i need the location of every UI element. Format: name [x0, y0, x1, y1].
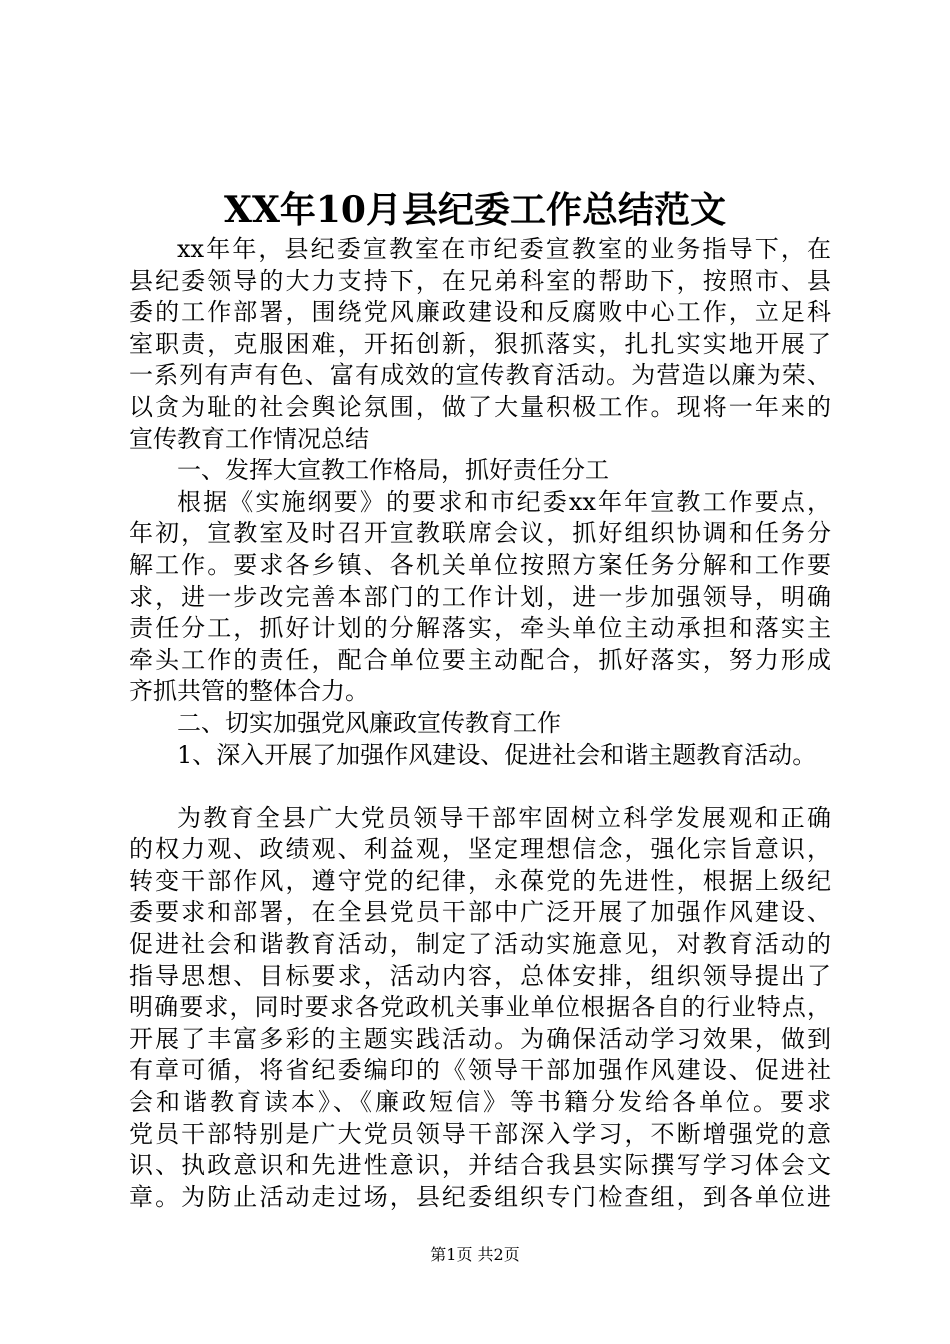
text-line: 会和谐教育读本》、《廉政短信》等书籍分发给各单位。要求 — [129, 1088, 831, 1117]
text-line: 有章可循，将省纪委编印的《领导干部加强作风建设、促进社 — [129, 1056, 831, 1085]
text-line: 责任分工，抓好计划的分解落实，牵头单位主动承担和落实主 — [129, 614, 831, 643]
text-line: 委要求和部署，在全县党员干部中广泛开展了加强作风建设、 — [129, 898, 831, 927]
section-heading: 二、切实加强党风廉政宣传教育工作 — [177, 708, 561, 737]
paragraph-gap — [129, 771, 831, 803]
text-line: 牵头工作的责任，配合单位要主动配合，抓好落实，努力形成 — [129, 645, 831, 674]
text-line: 的权力观、政绩观、利益观，坚定理想信念，强化宗旨意识， — [129, 835, 831, 864]
document-body — [129, 234, 831, 1213]
text-line: 委的工作部署，围绕党风廉政建设和反腐败中心工作，立足科 — [129, 298, 831, 327]
text-line: 室职责，克服困难，开拓创新，狠抓落实，扎扎实实地开展了 — [129, 329, 831, 358]
text-line: 为教育全县广大党员领导干部牢固树立科学发展观和正确 — [177, 803, 831, 832]
text-line: 指导思想、目标要求，活动内容，总体安排，组织领导提出了 — [129, 961, 831, 990]
text-line: 章。为防止活动走过场，县纪委组织专门检查组，到各单位进 — [129, 1182, 831, 1211]
text-line: 年初，宣教室及时召开宣教联席会议，抓好组织协调和任务分 — [129, 519, 831, 548]
text-line: xx年年，县纪委宣教室在市纪委宣教室的业务指导下，在 — [177, 235, 831, 263]
text-line: 县纪委领导的大力支持下，在兄弟科室的帮助下，按照市、县 — [129, 266, 831, 295]
text-line: 识、执政意识和先进性意识，并结合我县实际撰写学习体会文 — [129, 1151, 831, 1180]
text-line: 宣传教育工作情况总结 — [129, 424, 369, 453]
text-line: 解工作。要求各乡镇、各机关单位按照方案任务分解和工作要 — [129, 550, 831, 579]
text-line: 促进社会和谐教育活动，制定了活动实施意见，对教育活动的 — [129, 930, 831, 959]
document-title: XX年10月县纪委工作总结范文 — [224, 189, 726, 231]
subsection-heading: 1、深入开展了加强作风建设、促进社会和谐主题教育活动。 — [177, 740, 817, 769]
text-line: 齐抓共管的整体合力。 — [129, 677, 369, 706]
text-line: 求，进一步改完善本部门的工作计划，进一步加强领导，明确 — [129, 582, 831, 611]
text-line: 根据《实施纲要》的要求和市纪委xx年年宣教工作要点， — [177, 487, 831, 516]
section-heading: 一、发挥大宣教工作格局，抓好责任分工 — [177, 456, 609, 485]
text-line: 明确要求，同时要求各党政机关事业单位根据各自的行业特点， — [129, 993, 831, 1022]
text-line: 一系列有声有色、富有成效的宣传教育活动。为营造以廉为荣、 — [129, 361, 831, 390]
page-number: 第1页 共2页 — [430, 1245, 520, 1264]
text-line: 开展了丰富多彩的主题实践活动。为确保活动学习效果，做到 — [129, 1024, 831, 1053]
text-line: 党员干部特别是广大党员领导干部深入学习，不断增强党的意 — [129, 1119, 831, 1148]
text-line: 转变干部作风，遵守党的纪律，永葆党的先进性，根据上级纪 — [129, 866, 831, 895]
text-line: 以贪为耻的社会舆论氛围，做了大量积极工作。现将一年来的 — [129, 392, 831, 421]
